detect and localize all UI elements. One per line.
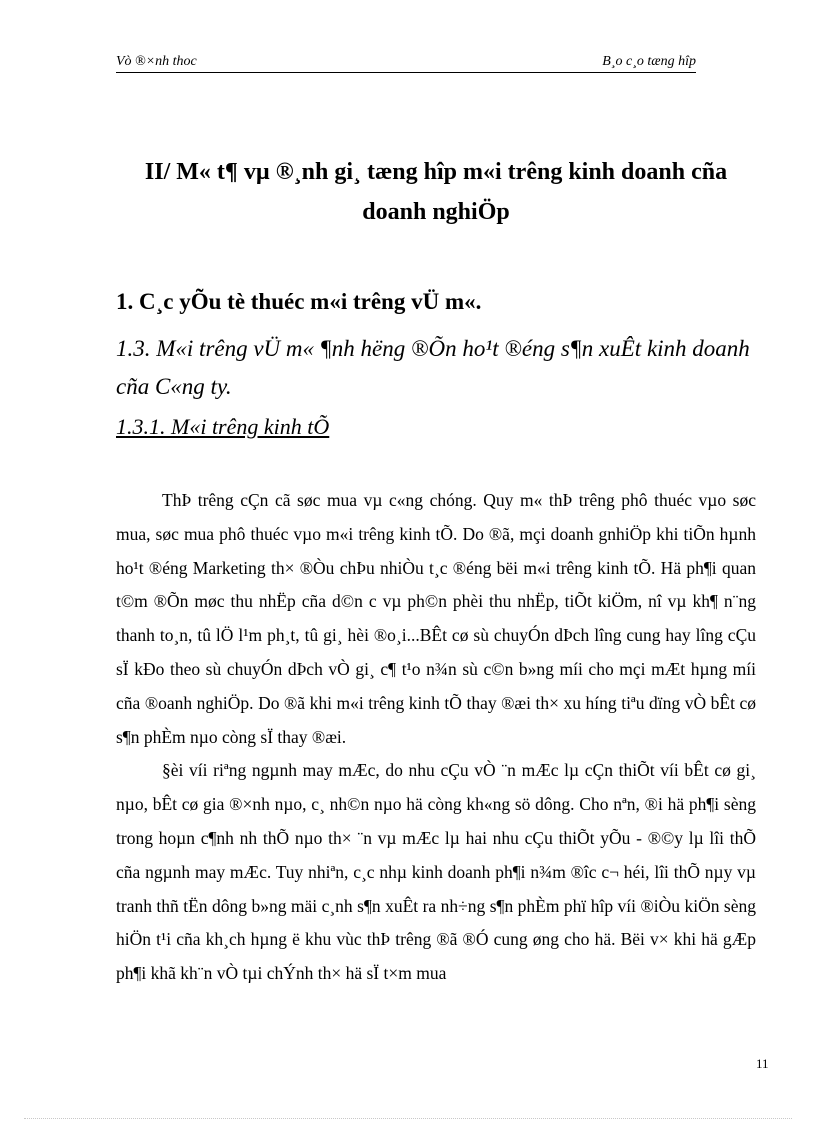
header-left-text: Vò ®×nh thoc <box>116 54 197 69</box>
main-title <box>116 152 756 232</box>
page-bottom-divider <box>24 1118 792 1119</box>
header-right-text: B¸o c¸o tæng hîp <box>602 54 696 69</box>
main-title-line-2: doanh nghiÖp <box>362 199 510 225</box>
body-text <box>116 484 756 991</box>
section-subheading: 1.3. M«i trêng vÜ m« ¶nh hëng ®Õn ho¹t ®éng s¶n xuÊt kinh doanh cña C«ng ty. <box>116 336 750 399</box>
section-subsubheading: 1.3.1. M«i trêng kinh tÕ <box>116 414 330 439</box>
paragraph-1: ThÞ trêng cÇn cã søc mua vµ c«ng chóng. Quy m« thÞ trêng phô thuéc vµo søc mua, søc mua phô thuéc vµo m«i trêng kinh tÕ. Do ®ã, mçi doanh gnhiÖp khi tiÕn hµnh ho¹t ®éng Marketing th× ®Òu chÞu nhiÒu t¸c ®éng bëi m«i trêng kinh tÕ. Hä ph¶i quan t©m ®Õn møc thu nhËp cña d©n c vµ ph©n phèi thu nhËp, tiÕt kiÖm, nî vµ kh¶ n¨ng thanh to¸n, tû lÖ l¹m ph¸t, tû gi¸ hèi ®o¸i...BÊt cø sù chuyÓn dÞch lîng cung hay lîng cÇu sÏ kÐo theo sù chuyÓn dÞch vÒ gi¸ c¶ t¹o n¾n sù c©n b»ng míi cho mçi mÆt hµng míi cña ®oanh nghiÖp. Do ®ã khi m«i trêng kinh tÕ thay ®æi th× xu híng tiªu dïng vÒ bÊt cø s¶n phÈm nµo còng sÏ thay ®æi. <box>116 490 756 747</box>
section-heading: 1. C¸c yÕu tè thuéc m«i trêng vÜ m«. <box>116 289 482 314</box>
page-number: 11 <box>756 1056 769 1071</box>
main-title-line-1: II/ M« t¶ vµ ®¸nh gi¸ tæng hîp m«i trêng kinh doanh cña <box>144 159 728 185</box>
paragraph-2: §èi víi riªng ngµnh may mÆc, do nhu cÇu vÒ ¨n mÆc lµ cÇn thiÕt víi bÊt cø gi¸ nµo, bÊt cø gia ®×nh nµo, c¸ nh©n nµo hä còng kh«ng sö dông. Cho nªn, ®i hä ph¶i sèng trong hoµn c¶nh nh thÕ nµo th× ¨n vµ mÆc lµ hai nhu cÇu thiÕt yÕu - ®©y lµ lîi thÕ cña ngµnh may mÆc. Tuy nhiªn, c¸c nhµ kinh doanh ph¶i n¾m ®îc c¬ héi, lîi thÕ nµy vµ tranh thñ tËn dông b»ng mäi c¸nh s¶n xuÊt ra nh÷ng s¶n phÈm phï hîp víi ®iÒu kiÖn sèng hiÖn t¹i cña kh¸ch hµng ë khu vùc thÞ trêng ®ã ®Ó cung øng cho hä. Bëi v× khi hä gÆp ph¶i khã kh¨n vÒ tµi chÝnh th× hä sÏ t×m mua <box>116 760 756 984</box>
page-header <box>116 52 696 73</box>
